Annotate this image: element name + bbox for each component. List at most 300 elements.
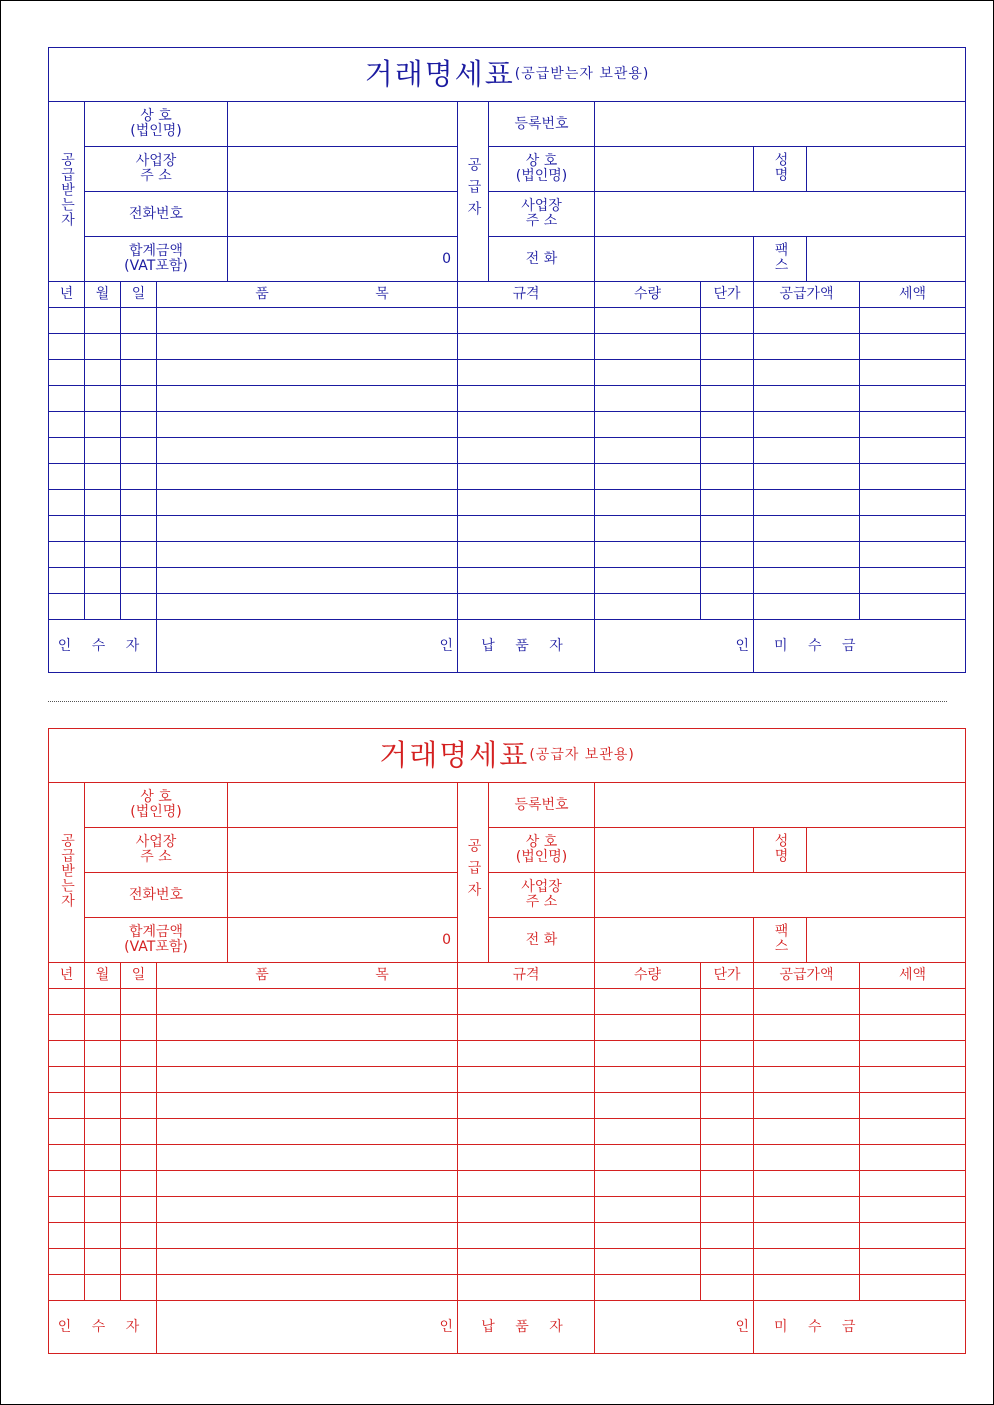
cell-tax[interactable]: [860, 412, 966, 438]
cell-supply-value[interactable]: [754, 594, 860, 620]
cell-month[interactable]: [85, 542, 121, 568]
cell-day[interactable]: [121, 1145, 157, 1171]
cell-year[interactable]: [49, 1249, 85, 1275]
cell-month[interactable]: [85, 464, 121, 490]
cut-line: [48, 701, 947, 702]
cell-supply-value[interactable]: [754, 1093, 860, 1119]
cell-qty[interactable]: [595, 1119, 701, 1145]
cell-supply-value[interactable]: [754, 308, 860, 334]
table-row: [49, 1223, 966, 1249]
col-header-month: 월: [85, 963, 121, 989]
cell-supply-value[interactable]: [754, 1145, 860, 1171]
cell-qty[interactable]: [595, 1067, 701, 1093]
cell-spec[interactable]: [458, 1197, 595, 1223]
table-row: [49, 464, 966, 490]
cell-tax[interactable]: [860, 1093, 966, 1119]
cell-qty[interactable]: [595, 360, 701, 386]
cell-day[interactable]: [121, 412, 157, 438]
cell-day[interactable]: [121, 1249, 157, 1275]
cell-month[interactable]: [85, 1067, 121, 1093]
cell-item[interactable]: [157, 308, 458, 334]
cell-qty[interactable]: [595, 438, 701, 464]
supplier-company-field[interactable]: [595, 828, 754, 873]
cell-spec[interactable]: [458, 594, 595, 620]
col-header-day: 일: [121, 282, 157, 308]
supplier-phone-field[interactable]: [595, 918, 754, 963]
cell-year[interactable]: [49, 438, 85, 464]
cell-year[interactable]: [49, 412, 85, 438]
cell-year[interactable]: [49, 568, 85, 594]
cell-qty[interactable]: [595, 568, 701, 594]
buyer-address-field[interactable]: [228, 828, 458, 873]
cell-item[interactable]: [157, 1223, 458, 1249]
receiver-seal[interactable]: 인: [157, 1301, 458, 1354]
cell-item[interactable]: [157, 516, 458, 542]
cell-tax[interactable]: [860, 334, 966, 360]
cell-qty[interactable]: [595, 1015, 701, 1041]
cell-unit-price[interactable]: [701, 594, 754, 620]
table-row: [49, 516, 966, 542]
cell-spec[interactable]: [458, 1145, 595, 1171]
cell-day[interactable]: [121, 308, 157, 334]
cell-month[interactable]: [85, 1093, 121, 1119]
buyer-phone-label: 전화번호: [85, 873, 228, 918]
cell-day[interactable]: [121, 1067, 157, 1093]
cell-qty[interactable]: [595, 1171, 701, 1197]
form-subtitle: (공급받는자 보관용): [514, 65, 650, 82]
supplier-reg-number-field[interactable]: [595, 783, 966, 828]
cell-day[interactable]: [121, 490, 157, 516]
cell-month[interactable]: [85, 594, 121, 620]
cell-month[interactable]: [85, 568, 121, 594]
col-header-supply-value: 공급가액: [754, 282, 860, 308]
cell-qty[interactable]: [595, 412, 701, 438]
supplier-section-label: 공급자: [458, 102, 489, 282]
supplier-reg-number-label: 등록번호: [489, 783, 595, 828]
supplier-name-field[interactable]: [807, 828, 966, 873]
table-row: [49, 1015, 966, 1041]
col-header-month: 월: [85, 282, 121, 308]
cell-qty[interactable]: [595, 516, 701, 542]
cell-year[interactable]: [49, 1119, 85, 1145]
cell-supply-value[interactable]: [754, 1275, 860, 1301]
cell-supply-value[interactable]: [754, 1067, 860, 1093]
cell-spec[interactable]: [458, 516, 595, 542]
cell-item[interactable]: [157, 412, 458, 438]
cell-tax[interactable]: [860, 1119, 966, 1145]
cell-spec[interactable]: [458, 989, 595, 1015]
form-title: 거래명세표: [364, 56, 515, 91]
cell-unit-price[interactable]: [701, 989, 754, 1015]
cell-tax[interactable]: [860, 360, 966, 386]
cell-spec[interactable]: [458, 412, 595, 438]
cell-month[interactable]: [85, 1171, 121, 1197]
cell-tax[interactable]: [860, 594, 966, 620]
cell-spec[interactable]: [458, 1171, 595, 1197]
cell-qty[interactable]: [595, 594, 701, 620]
cell-spec[interactable]: [458, 542, 595, 568]
cell-month[interactable]: [85, 516, 121, 542]
cell-day[interactable]: [121, 1041, 157, 1067]
cell-spec[interactable]: [458, 1223, 595, 1249]
receiver-label: 인 수 자: [49, 1301, 157, 1354]
supplier-company-field[interactable]: [595, 147, 754, 192]
table-row: [49, 594, 966, 620]
cell-month[interactable]: [85, 1119, 121, 1145]
cell-tax[interactable]: [860, 1171, 966, 1197]
form-title-cell: [49, 48, 966, 102]
cell-unit-price[interactable]: [701, 360, 754, 386]
cell-year[interactable]: [49, 360, 85, 386]
cell-tax[interactable]: [860, 1197, 966, 1223]
cell-month[interactable]: [85, 1197, 121, 1223]
supplier-phone-field[interactable]: [595, 237, 754, 282]
supplier-address-field[interactable]: [595, 873, 966, 918]
cell-day[interactable]: [121, 989, 157, 1015]
cell-day[interactable]: [121, 1197, 157, 1223]
cell-tax[interactable]: [860, 1145, 966, 1171]
cell-supply-value[interactable]: [754, 360, 860, 386]
cell-tax[interactable]: [860, 308, 966, 334]
supplier-fax-label: 팩스: [754, 918, 807, 963]
col-header-qty: 수량: [595, 282, 701, 308]
cell-day[interactable]: [121, 1223, 157, 1249]
buyer-company-field[interactable]: [228, 102, 458, 147]
cell-tax[interactable]: [860, 1275, 966, 1301]
col-header-qty: 수량: [595, 963, 701, 989]
cell-unit-price[interactable]: [701, 1197, 754, 1223]
unpaid-label: 미 수 금: [754, 1301, 966, 1354]
cell-qty[interactable]: [595, 386, 701, 412]
cell-supply-value[interactable]: [754, 438, 860, 464]
cell-year[interactable]: [49, 516, 85, 542]
cell-item[interactable]: [157, 386, 458, 412]
form-title-cell: [49, 729, 966, 783]
col-header-supply-value: 공급가액: [754, 963, 860, 989]
cell-unit-price[interactable]: [701, 1223, 754, 1249]
deliverer-seal[interactable]: 인: [595, 620, 754, 673]
supplier-address-label: 사업장 주 소: [489, 192, 595, 237]
table-row: [49, 542, 966, 568]
cell-month[interactable]: [85, 1145, 121, 1171]
cell-day[interactable]: [121, 516, 157, 542]
cell-qty[interactable]: [595, 1041, 701, 1067]
cell-spec[interactable]: [458, 568, 595, 594]
cell-year[interactable]: [49, 594, 85, 620]
cell-year[interactable]: [49, 1145, 85, 1171]
cell-item[interactable]: [157, 360, 458, 386]
supplier-reg-number-label: 등록번호: [489, 102, 595, 147]
cell-year[interactable]: [49, 1015, 85, 1041]
col-header-day: 일: [121, 963, 157, 989]
supplier-name-label: 성명: [754, 147, 807, 192]
cell-tax[interactable]: [860, 989, 966, 1015]
cell-unit-price[interactable]: [701, 1093, 754, 1119]
cell-tax[interactable]: [860, 464, 966, 490]
table-row: [49, 1093, 966, 1119]
cell-spec[interactable]: [458, 490, 595, 516]
cell-month[interactable]: [85, 1249, 121, 1275]
cell-day[interactable]: [121, 1275, 157, 1301]
cell-item[interactable]: [157, 464, 458, 490]
form-title: 거래명세표: [379, 737, 530, 772]
cell-unit-price[interactable]: [701, 1275, 754, 1301]
cell-spec[interactable]: [458, 464, 595, 490]
cell-unit-price[interactable]: [701, 334, 754, 360]
cell-item[interactable]: [157, 568, 458, 594]
cell-year[interactable]: [49, 542, 85, 568]
cell-unit-price[interactable]: [701, 1119, 754, 1145]
cell-month[interactable]: [85, 386, 121, 412]
cell-qty[interactable]: [595, 464, 701, 490]
buyer-phone-field[interactable]: [228, 873, 458, 918]
cell-spec[interactable]: [458, 1119, 595, 1145]
cell-supply-value[interactable]: [754, 542, 860, 568]
total-amount-value[interactable]: 0: [228, 918, 458, 963]
table-row: [49, 1119, 966, 1145]
supplier-phone-label: 전 화: [489, 918, 595, 963]
cell-unit-price[interactable]: [701, 1145, 754, 1171]
cell-year[interactable]: [49, 490, 85, 516]
cell-item[interactable]: [157, 1171, 458, 1197]
cell-spec[interactable]: [458, 1093, 595, 1119]
cell-item[interactable]: [157, 989, 458, 1015]
cell-supply-value[interactable]: [754, 464, 860, 490]
table-row: [49, 1171, 966, 1197]
cell-item[interactable]: [157, 438, 458, 464]
cell-day[interactable]: [121, 1119, 157, 1145]
cell-unit-price[interactable]: [701, 1041, 754, 1067]
table-row: [49, 1067, 966, 1093]
cell-year[interactable]: [49, 1223, 85, 1249]
cell-spec[interactable]: [458, 1275, 595, 1301]
table-row: [49, 412, 966, 438]
cell-qty[interactable]: [595, 1093, 701, 1119]
cell-spec[interactable]: [458, 308, 595, 334]
cell-year[interactable]: [49, 1041, 85, 1067]
cell-month[interactable]: [85, 360, 121, 386]
cell-day[interactable]: [121, 334, 157, 360]
cell-tax[interactable]: [860, 438, 966, 464]
cell-unit-price[interactable]: [701, 516, 754, 542]
cell-tax[interactable]: [860, 1249, 966, 1275]
cell-tax[interactable]: [860, 1067, 966, 1093]
cell-tax[interactable]: [860, 1015, 966, 1041]
cell-month[interactable]: [85, 1223, 121, 1249]
supplier-fax-field[interactable]: [807, 237, 966, 282]
cell-spec[interactable]: [458, 360, 595, 386]
cell-day[interactable]: [121, 1171, 157, 1197]
total-amount-label: 합계금액 (VAT포함): [85, 918, 228, 963]
table-row: [49, 1249, 966, 1275]
buyer-phone-field[interactable]: [228, 192, 458, 237]
cell-supply-value[interactable]: [754, 1015, 860, 1041]
cell-qty[interactable]: [595, 1197, 701, 1223]
cell-item[interactable]: [157, 1093, 458, 1119]
cell-item[interactable]: [157, 1197, 458, 1223]
cell-month[interactable]: [85, 1275, 121, 1301]
cell-supply-value[interactable]: [754, 490, 860, 516]
cell-supply-value[interactable]: [754, 1197, 860, 1223]
cell-supply-value[interactable]: [754, 568, 860, 594]
cell-month[interactable]: [85, 1015, 121, 1041]
col-header-item: 품 목: [157, 963, 458, 989]
buyer-company-label: 상 호 (법인명): [85, 783, 228, 828]
cell-qty[interactable]: [595, 490, 701, 516]
cell-unit-price[interactable]: [701, 1015, 754, 1041]
cell-supply-value[interactable]: [754, 386, 860, 412]
deliverer-seal[interactable]: 인: [595, 1301, 754, 1354]
cell-item[interactable]: [157, 490, 458, 516]
cell-day[interactable]: [121, 1093, 157, 1119]
table-row: [49, 334, 966, 360]
cell-day[interactable]: [121, 594, 157, 620]
cell-year[interactable]: [49, 308, 85, 334]
cell-spec[interactable]: [458, 1015, 595, 1041]
cell-tax[interactable]: [860, 386, 966, 412]
cell-tax[interactable]: [860, 1041, 966, 1067]
cell-spec[interactable]: [458, 334, 595, 360]
cell-unit-price[interactable]: [701, 412, 754, 438]
cell-month[interactable]: [85, 438, 121, 464]
cell-supply-value[interactable]: [754, 516, 860, 542]
cell-tax[interactable]: [860, 1223, 966, 1249]
supplier-address-field[interactable]: [595, 192, 966, 237]
cell-item[interactable]: [157, 594, 458, 620]
buyer-company-field[interactable]: [228, 783, 458, 828]
cell-supply-value[interactable]: [754, 989, 860, 1015]
cell-month[interactable]: [85, 490, 121, 516]
buyer-phone-label: 전화번호: [85, 192, 228, 237]
cell-item[interactable]: [157, 1015, 458, 1041]
cell-year[interactable]: [49, 1197, 85, 1223]
item-rows: [49, 308, 966, 620]
cell-supply-value[interactable]: [754, 1119, 860, 1145]
cell-day[interactable]: [121, 568, 157, 594]
cell-supply-value[interactable]: [754, 1223, 860, 1249]
cell-day[interactable]: [121, 386, 157, 412]
cell-tax[interactable]: [860, 490, 966, 516]
cell-supply-value[interactable]: [754, 1249, 860, 1275]
cell-qty[interactable]: [595, 542, 701, 568]
total-amount-label: 합계금액 (VAT포함): [85, 237, 228, 282]
cell-unit-price[interactable]: [701, 308, 754, 334]
cell-supply-value[interactable]: [754, 1171, 860, 1197]
buyer-address-label: 사업장 주 소: [85, 828, 228, 873]
supplier-company-label: 상 호 (법인명): [489, 147, 595, 192]
cell-qty[interactable]: [595, 989, 701, 1015]
cell-qty[interactable]: [595, 1145, 701, 1171]
supplier-name-field[interactable]: [807, 147, 966, 192]
cell-month[interactable]: [85, 1041, 121, 1067]
total-amount-value[interactable]: 0: [228, 237, 458, 282]
form-subtitle: (공급자 보관용): [529, 746, 635, 763]
cell-item[interactable]: [157, 1041, 458, 1067]
cell-year[interactable]: [49, 386, 85, 412]
cell-unit-price[interactable]: [701, 1067, 754, 1093]
cell-tax[interactable]: [860, 516, 966, 542]
cell-qty[interactable]: [595, 1223, 701, 1249]
supplier-fax-field[interactable]: [807, 918, 966, 963]
cell-item[interactable]: [157, 1249, 458, 1275]
cell-qty[interactable]: [595, 308, 701, 334]
cell-item[interactable]: [157, 542, 458, 568]
cell-day[interactable]: [121, 360, 157, 386]
table-row: [49, 1145, 966, 1171]
supplier-address-label: 사업장 주 소: [489, 873, 595, 918]
cell-month[interactable]: [85, 412, 121, 438]
supplier-section-label: 공급자: [458, 783, 489, 963]
cell-day[interactable]: [121, 464, 157, 490]
cell-unit-price[interactable]: [701, 1171, 754, 1197]
cell-tax[interactable]: [860, 542, 966, 568]
cell-unit-price[interactable]: [701, 464, 754, 490]
buyer-company-label: 상 호 (법인명): [85, 102, 228, 147]
cell-month[interactable]: [85, 308, 121, 334]
cell-year[interactable]: [49, 464, 85, 490]
supplier-name-label: 성명: [754, 828, 807, 873]
cell-spec[interactable]: [458, 1067, 595, 1093]
cell-item[interactable]: [157, 1275, 458, 1301]
cell-year[interactable]: [49, 1275, 85, 1301]
cell-year[interactable]: [49, 1171, 85, 1197]
cell-item[interactable]: [157, 1067, 458, 1093]
cell-unit-price[interactable]: [701, 490, 754, 516]
col-header-item: 품 목: [157, 282, 458, 308]
cell-year[interactable]: [49, 1067, 85, 1093]
cell-spec[interactable]: [458, 438, 595, 464]
cell-unit-price[interactable]: [701, 438, 754, 464]
cell-year[interactable]: [49, 334, 85, 360]
cell-unit-price[interactable]: [701, 1249, 754, 1275]
cell-spec[interactable]: [458, 1249, 595, 1275]
cell-item[interactable]: [157, 1145, 458, 1171]
buyer-address-field[interactable]: [228, 147, 458, 192]
receiver-seal[interactable]: 인: [157, 620, 458, 673]
supplier-reg-number-field[interactable]: [595, 102, 966, 147]
cell-unit-price[interactable]: [701, 542, 754, 568]
cell-supply-value[interactable]: [754, 1041, 860, 1067]
cell-supply-value[interactable]: [754, 334, 860, 360]
cell-unit-price[interactable]: [701, 568, 754, 594]
cell-item[interactable]: [157, 1119, 458, 1145]
cell-unit-price[interactable]: [701, 386, 754, 412]
table-row: [49, 989, 966, 1015]
col-header-unit-price: 단가: [701, 282, 754, 308]
cell-qty[interactable]: [595, 1249, 701, 1275]
cell-day[interactable]: [121, 542, 157, 568]
buyer-address-label: 사업장 주 소: [85, 147, 228, 192]
cell-tax[interactable]: [860, 568, 966, 594]
cell-month[interactable]: [85, 334, 121, 360]
table-row: [49, 386, 966, 412]
cell-day[interactable]: [121, 1015, 157, 1041]
cell-item[interactable]: [157, 334, 458, 360]
cell-day[interactable]: [121, 438, 157, 464]
cell-year[interactable]: [49, 1093, 85, 1119]
cell-year[interactable]: [49, 989, 85, 1015]
deliverer-label: 납 품 자: [458, 620, 595, 673]
supplier-company-label: 상 호 (법인명): [489, 828, 595, 873]
invoice-form-buyer-copy: [48, 47, 947, 673]
cell-month[interactable]: [85, 989, 121, 1015]
col-header-spec: 규격: [458, 282, 595, 308]
cell-spec[interactable]: [458, 1041, 595, 1067]
cell-qty[interactable]: [595, 1275, 701, 1301]
cell-qty[interactable]: [595, 334, 701, 360]
cell-supply-value[interactable]: [754, 412, 860, 438]
cell-spec[interactable]: [458, 386, 595, 412]
